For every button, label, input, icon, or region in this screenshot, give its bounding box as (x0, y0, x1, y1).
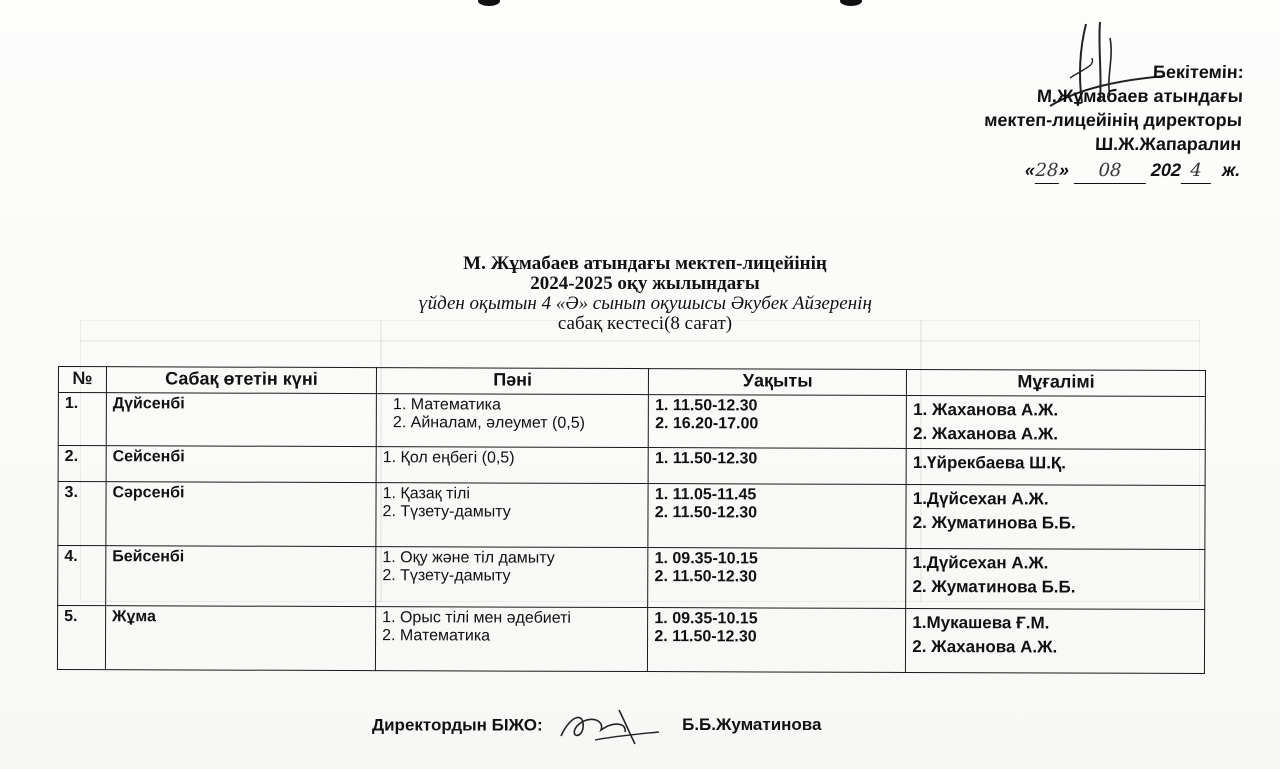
row-times (648, 448, 906, 485)
punch-mark (840, 0, 862, 6)
time-item: 2. 16.20-17.00 (655, 415, 759, 433)
approval-date (920, 158, 1241, 184)
time-item: 1. 11.50-12.30 (655, 397, 758, 415)
row-times (649, 395, 907, 449)
subject-item: 1. Орыс тілі мен әдебиеті (382, 609, 572, 627)
subject-item: 1. Қазақ тілі (382, 485, 470, 503)
approval-block (920, 60, 1244, 184)
row-number: 3. (58, 482, 106, 546)
approval-position: мектеп-лицейінің директоры (983, 110, 1243, 130)
date-open-quote: « (1024, 160, 1036, 180)
date-close-quote: » (1058, 160, 1070, 180)
teacher-item: 2. Жаханова А.Ж. (912, 636, 1058, 657)
table-row (58, 482, 1205, 550)
subject-item: 1. Қол еңбегі (0,5) (382, 449, 515, 467)
row-teachers (906, 608, 1205, 673)
title-line-4: сабақ кестесі(8 сағат) (557, 313, 733, 334)
time-item: 2. 11.50-12.30 (654, 568, 757, 586)
subject-item: 2. Түзету-дамыту (382, 503, 511, 521)
date-year-prefix: 202 (1150, 160, 1182, 180)
header-day: Сабақ өтетін күні (106, 367, 376, 394)
row-subjects (376, 547, 648, 608)
row-day: Сәрсенбі (106, 482, 376, 547)
title-line-2: 2024-2025 оқу жылындағы (530, 273, 760, 294)
signature-scribble (555, 706, 665, 746)
subject-item: 2. Математика (382, 627, 491, 645)
row-times (648, 608, 906, 673)
time-item: 1. 11.05-11.45 (654, 486, 757, 504)
row-subjects (376, 447, 648, 484)
punch-mark (478, 0, 500, 6)
row-subjects (376, 483, 648, 548)
schedule-table (57, 366, 1206, 674)
table-row (58, 393, 1205, 450)
row-number: 4. (58, 546, 106, 606)
table-row (57, 606, 1204, 674)
table-row (58, 546, 1205, 610)
row-teachers (906, 395, 1205, 449)
header-no: № (58, 367, 106, 393)
time-item: 2. 11.50-12.30 (654, 504, 758, 522)
row-teachers (906, 484, 1205, 549)
header-subject: Пәні (376, 368, 648, 395)
row-times (648, 548, 906, 609)
teacher-item: 2. Жуматинова Б.Б. (912, 512, 1076, 533)
teacher-item: 1. Жаханова А.Ж. (913, 399, 1059, 420)
row-times (648, 484, 906, 549)
time-item: 1. 11.50-12.30 (654, 450, 758, 468)
approval-heading: Бекітемін: (1152, 62, 1245, 82)
show-through-line (80, 340, 1200, 342)
row-teachers (906, 548, 1205, 609)
approval-org: М.Жұмабаев атындағы (1036, 86, 1244, 106)
row-day: Дүйсенбі (106, 393, 376, 447)
row-teachers (906, 448, 1205, 485)
header-time: Уақыты (649, 369, 907, 396)
date-month: 08 (1073, 159, 1146, 184)
date-suffix: ж. (1221, 160, 1241, 180)
row-day: Бейсенбі (106, 546, 376, 607)
row-number: 1. (58, 393, 106, 446)
teacher-item: 1.Дүйсехан А.Ж. (912, 552, 1049, 573)
table-header-row (58, 367, 1205, 397)
table-row (58, 446, 1205, 486)
row-day: Жұма (105, 606, 375, 671)
footer-name: Б.Б.Жуматинова (682, 715, 822, 735)
subject-item: 1. Математика (392, 396, 501, 414)
row-subjects (376, 394, 648, 448)
header-teacher: Мұғалімі (907, 369, 1206, 396)
teacher-item: 2. Жаханова А.Ж. (912, 423, 1059, 444)
row-number: 2. (58, 446, 106, 482)
document-title (300, 254, 990, 334)
teacher-item: 1.Үйрекбаева Ш.Қ. (912, 452, 1067, 473)
subject-item: 2. Айналам, әлеумет (0,5) (392, 414, 585, 432)
row-day: Сейсенбі (106, 446, 376, 483)
row-subjects (376, 607, 648, 672)
title-line-3: үйден оқытын 4 «Ә» сынып оқушысы Әкубек Айзеренің (418, 293, 872, 314)
time-item: 2. 11.50-12.30 (654, 628, 757, 646)
teacher-item: 2. Жуматинова Б.Б. (912, 576, 1076, 597)
date-day: 28 (1034, 159, 1059, 184)
subject-item: 1. Оқу және тіл дамыту (382, 549, 555, 567)
title-line-1: М. Жұмабаев атындағы мектеп-лицейінің (463, 253, 827, 274)
footer-label: Директордын БІЖО: (372, 715, 543, 735)
subject-item: 2. Түзету-дамыту (382, 567, 511, 585)
approval-director-name: Ш.Ж.Жапаралин (1094, 134, 1242, 154)
time-item: 1. 09.35-10.15 (654, 610, 758, 628)
teacher-item: 1.Мукашева Ғ.М. (912, 612, 1050, 633)
date-year-suffix: 4 (1181, 159, 1212, 184)
teacher-item: 1.Дүйсехан А.Ж. (912, 488, 1049, 509)
footer-signature-line (372, 706, 822, 746)
time-item: 1. 09.35-10.15 (654, 550, 758, 568)
row-number: 5. (57, 606, 105, 670)
